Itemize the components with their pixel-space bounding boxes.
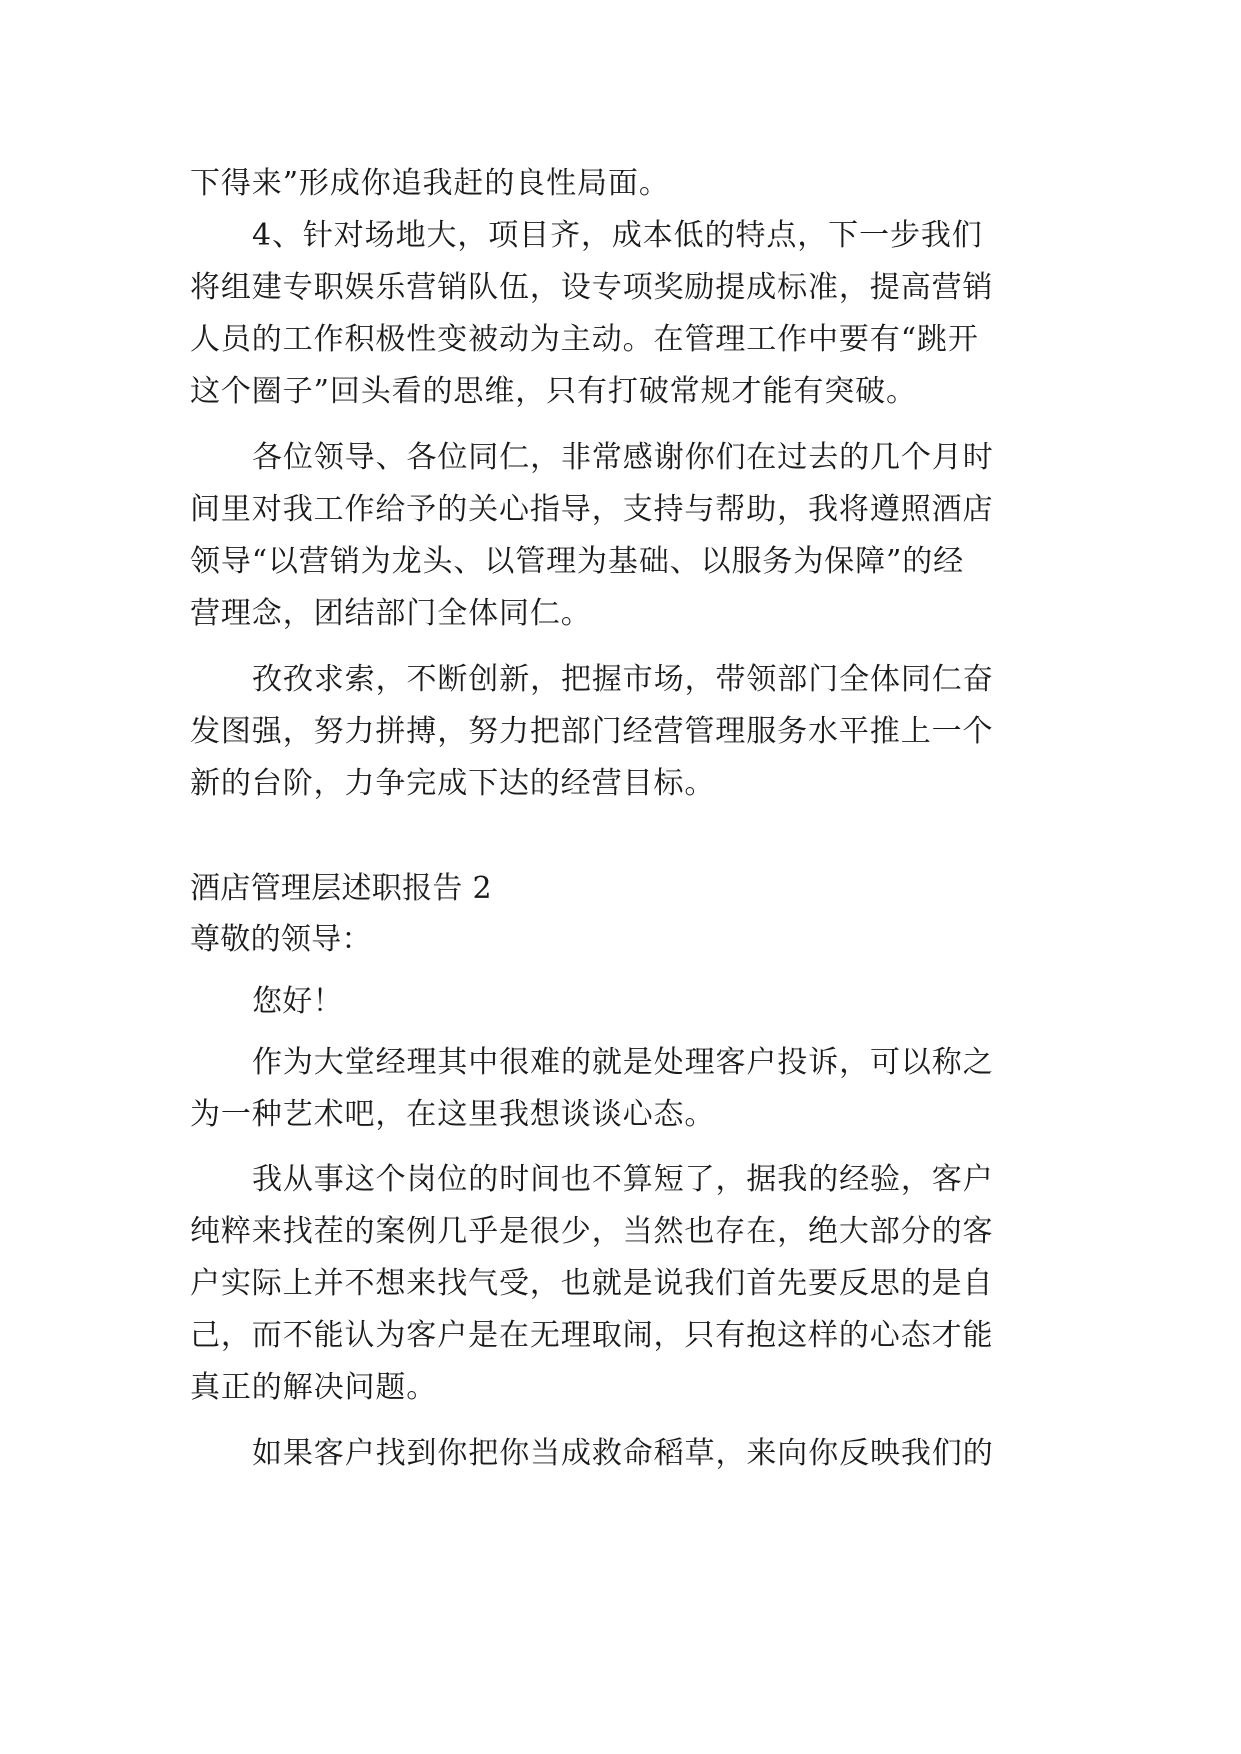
text-line: 人员的工作积极性变被动为主动。在管理工作中要有“跳开 <box>190 322 979 357</box>
text-line: 下得来”形成你追我赶的良性局面。 <box>190 166 670 201</box>
text-line: 纯粹来找茬的案例几乎是很少，当然也存在，绝大部分的客 <box>190 1214 994 1249</box>
section-title: 酒店管理层述职报告 2 <box>190 871 492 906</box>
salutation: 尊敬的领导： <box>190 922 372 957</box>
text-line: 户实际上并不想来找气受，也就是说我们首先要反思的是自 <box>190 1266 994 1301</box>
text-line: 各位领导、各位同仁，非常感谢你们在过去的几个月时 <box>252 440 994 475</box>
text-line: 4、针对场地大，项目齐，成本低的特点，下一步我们 <box>252 218 983 253</box>
text-line: 如果客户找到你把你当成救命稻草，来向你反映我们的 <box>252 1436 994 1471</box>
text-line: 为一种艺术吧，在这里我想谈谈心态。 <box>190 1097 716 1132</box>
text-line: 我从事这个岗位的时间也不算短了，据我的经验，客户 <box>252 1162 994 1197</box>
text-line: 孜孜求索，不断创新，把握市场，带领部门全体同仁奋 <box>252 662 994 697</box>
text-line: 新的台阶，力争完成下达的经营目标。 <box>190 766 716 801</box>
text-line: 发图强，努力拼搏，努力把部门经营管理服务水平推上一个 <box>190 714 994 749</box>
text-line: 领导“以营销为龙头、以管理为基础、以服务为保障”的经 <box>190 544 965 579</box>
text-line: 营理念，团结部门全体同仁。 <box>190 596 592 631</box>
text-line: 这个圈子”回头看的思维，只有打破常规才能有突破。 <box>190 374 917 409</box>
text-line: 间里对我工作给予的关心指导，支持与帮助，我将遵照酒店 <box>190 492 994 527</box>
text-line: 将组建专职娱乐营销队伍，设专项奖励提成标准，提高营销 <box>190 270 994 305</box>
text-line: 作为大堂经理其中很难的就是处理客户投诉，可以称之 <box>252 1045 994 1080</box>
text-line: 己，而不能认为客户是在无理取闹，只有抱这样的心态才能 <box>190 1318 994 1353</box>
text-line: 真正的解决问题。 <box>190 1370 438 1405</box>
greeting: 您好！ <box>252 984 343 1019</box>
